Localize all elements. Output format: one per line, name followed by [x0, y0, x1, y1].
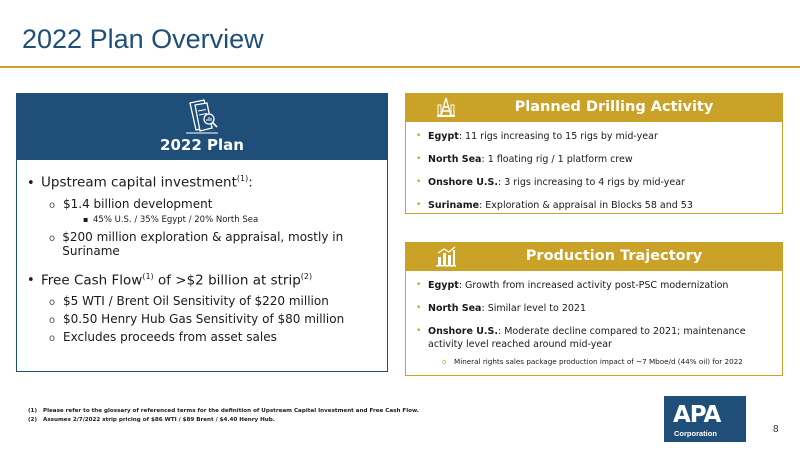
drilling-body [405, 122, 783, 214]
production-subitem: o Mineral rights sales package production impact of ~7 Mboe/d (44% oil) for 2022 [442, 357, 743, 366]
fcf-item: o $0.50 Henry Hub Gas Sensitivity of $80 million [49, 312, 345, 326]
fcf-item: o $5 WTI / Brent Oil Sensitivity of $220 million [49, 294, 329, 308]
document-chart-icon [182, 97, 222, 135]
plan-body [17, 160, 387, 344]
production-item: • Egypt: Growth from increased activity post-PSC modernization [416, 280, 729, 291]
drilling-item: • Egypt: 11 rigs increasing to 15 rigs by mid-year [416, 131, 658, 142]
apa-logo [664, 396, 746, 442]
production-heading: Production Trajectory [525, 248, 703, 264]
footnote: (1) Please refer to the glossary of referenced terms for the definition of Upstream Capital Investment and Free Cash Flow. [28, 408, 419, 414]
production-item: • Onshore U.S.: Moderate decline compared to 2021; maintenance activity level reached around mid-year [416, 326, 746, 350]
plan-panel [16, 93, 388, 372]
footnote: (2) Assumes 2/7/2022 strip pricing of $86 WTI / $89 Brent / $4.40 Henry Hub. [28, 417, 275, 423]
production-header [405, 242, 783, 271]
footnote-ref: (1) [236, 174, 249, 183]
drilling-item: • Onshore U.S.: 3 rigs increasing to 4 rigs by mid-year [416, 177, 685, 188]
production-item: • North Sea: Similar level to 2021 [416, 303, 586, 314]
drilling-header [405, 93, 783, 122]
logo-name: APA [673, 402, 721, 428]
plan-heading: 2022 Plan [160, 136, 244, 154]
capital-item: o $1.4 billion development [49, 196, 213, 211]
fcf-item: o Excludes proceeds from asset sales [49, 330, 277, 344]
capital-subitem: ▪ 45% U.S. / 35% Egypt / 20% North Sea [83, 214, 259, 225]
footnotes [28, 407, 419, 425]
drilling-item: • North Sea: 1 floating rig / 1 platform crew [416, 154, 633, 165]
slide-title: 2022 Plan Overview [22, 24, 264, 54]
drilling-item: • Suriname: Exploration & appraisal in Blocks 58 and 53 [416, 200, 693, 211]
title-divider [0, 66, 800, 68]
logo-sub: Corporation [674, 429, 717, 438]
capital-item: o $200 million exploration & appraisal, mostly in Suriname [49, 229, 344, 258]
drilling-heading: Planned Drilling Activity [514, 99, 714, 115]
page-number: 8 [773, 424, 779, 435]
production-body [405, 271, 783, 376]
capital-bullet: • Upstream capital investment$^{(1)}$: [27, 174, 253, 191]
fcf-bullet: • Free Cash Flow$^{(1)}$ of >$2 billion at strip$^{(2)}$ [27, 271, 313, 288]
plan-header [17, 94, 387, 160]
footnote-ref: (1) [142, 271, 154, 281]
footnote-ref: (2) [300, 271, 313, 281]
